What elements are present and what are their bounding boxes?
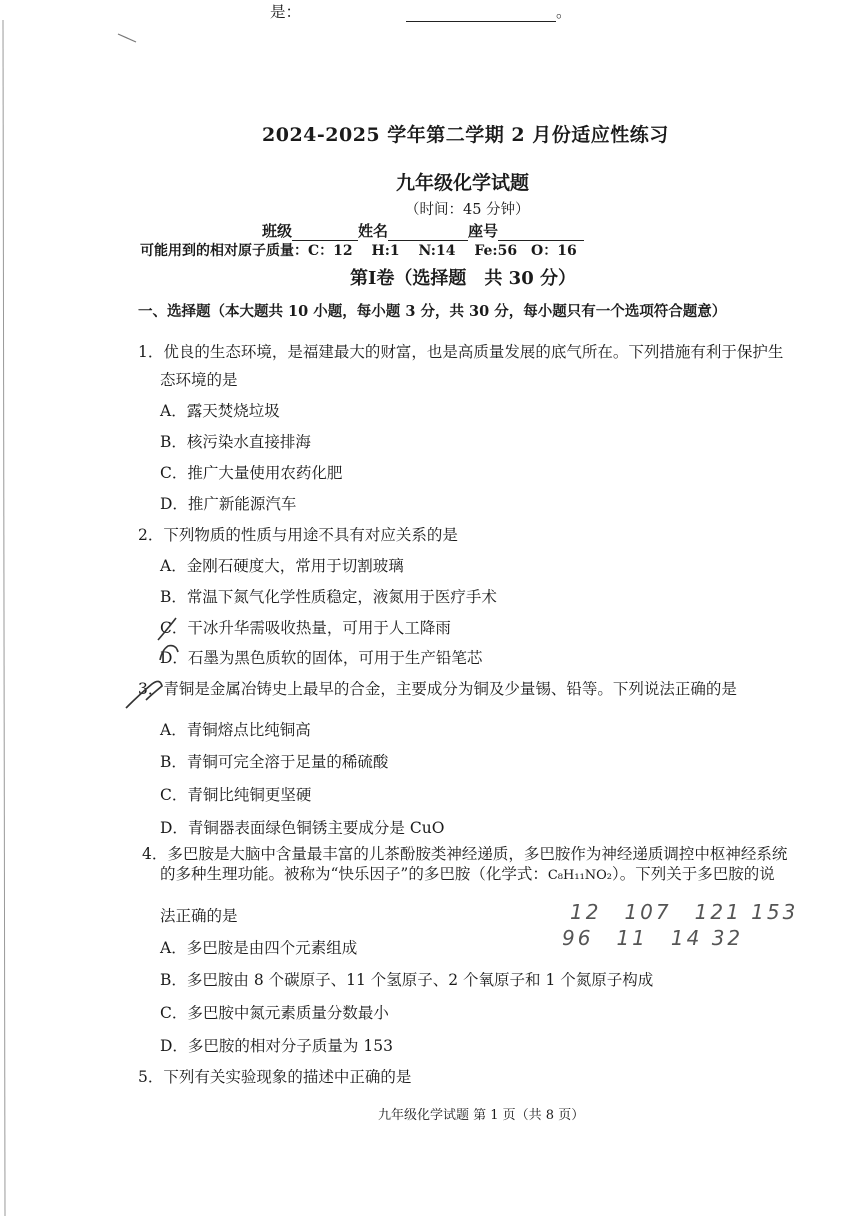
question-1-option-c: C．推广大量使用农药化肥 xyxy=(160,464,343,482)
question-2-option-b: B．常温下氮气化学性质稳定，液氮用于医疗手术 xyxy=(160,588,497,606)
question-2-option-a: A．金刚石硬度大，常用于切割玻璃 xyxy=(160,557,404,575)
question-3-option-a: A．青铜熔点比纯铜高 xyxy=(160,721,311,739)
question-4-stem: 4．多巴胺是大脑中含量最丰富的儿茶酚胺类神经递质，多巴胺作为神经递质调控中枢神经系统 xyxy=(142,845,788,863)
handwritten-note-line-2: 96 11 14 32 xyxy=(562,926,744,950)
question-1-option-a: A．露天焚烧垃圾 xyxy=(160,402,280,420)
seat-blank[interactable] xyxy=(498,224,584,241)
question-4-stem-cont xyxy=(160,864,775,886)
class-blank[interactable] xyxy=(292,224,358,241)
answer-blank xyxy=(406,5,556,22)
question-1-stem: 1．优良的生态环境，是福建最大的财富，也是高质量发展的底气所在。下列措施有利于保护生 xyxy=(138,343,784,361)
question-5-stem: 5．下列有关实验现象的描述中正确的是 xyxy=(138,1068,412,1086)
question-3-option-d: D．青铜器表面绿色铜锈主要成分是 CuO xyxy=(160,819,445,837)
name-blank[interactable] xyxy=(388,224,468,241)
dopamine-formula: C₈H₁₁NO₂ xyxy=(547,868,613,883)
top-fragment xyxy=(270,2,571,22)
question-4-stem-end: 法正确的是 xyxy=(160,907,238,925)
question-3-option-c: C．青铜比纯铜更坚硬 xyxy=(160,786,312,804)
exam-subtitle: 九年级化学试题 xyxy=(396,172,530,194)
question-1-stem-cont: 态环境的是 xyxy=(160,371,238,389)
question-2-stem: 2．下列物质的性质与用途不具有对应关系的是 xyxy=(138,526,458,544)
part-title: 第Ⅰ卷（选择题 共 30 分） xyxy=(350,268,577,289)
question-2-option-c: C．干冰升华需吸收热量，可用于人工降雨 xyxy=(160,619,451,637)
handwritten-note-line-1: 12 107 121 153 xyxy=(570,900,799,924)
question-4-stem-part-b: ）。下列关于多巴胺的说 xyxy=(612,865,775,883)
question-1-option-d: D．推广新能源汽车 xyxy=(160,495,297,513)
top-fragment-label: 是： xyxy=(270,3,302,21)
name-label: 姓名 xyxy=(358,222,389,240)
scan-edge-line xyxy=(3,20,5,1216)
exam-title: 2024-2025 学年第二学期 2 月份适应性练习 xyxy=(262,124,669,146)
exam-time: （时间：45 分钟） xyxy=(405,202,530,218)
question-2-option-d: D．石墨为黑色质软的固体，可用于生产铅笔芯 xyxy=(160,649,483,667)
question-4-stem-part-a: 的多种生理功能。被称为“快乐因子”的多巴胺（化学式： xyxy=(160,865,548,883)
section-title: 一、选择题（本大题共 10 小题，每小题 3 分，共 30 分，每小题只有一个选项符合题意） xyxy=(138,303,727,320)
student-fields xyxy=(262,220,584,241)
question-3-stem: 3．青铜是金属冶铸史上最早的合金，主要成分为铜及少量锡、铅等。下列说法正确的是 xyxy=(138,680,737,698)
question-4-option-b: B．多巴胺由 8 个碳原子、11 个氢原子、2 个氧原子和 1 个氮原子构成 xyxy=(160,971,654,989)
question-1-option-b: B．核污染水直接排海 xyxy=(160,433,311,451)
question-4-option-a: A．多巴胺是由四个元素组成 xyxy=(160,939,358,957)
question-4-option-c: C．多巴胺中氮元素质量分数最小 xyxy=(160,1004,389,1022)
top-fragment-end: 。 xyxy=(555,3,572,21)
seat-label: 座号 xyxy=(468,222,499,240)
question-4-option-d: D．多巴胺的相对分子质量为 153 xyxy=(160,1037,393,1055)
class-label: 班级 xyxy=(262,222,293,240)
atomic-masses: 可能用到的相对原子质量：C：12 H:1 N:14 Fe:56 O：16 xyxy=(140,243,577,259)
smudge-mark xyxy=(118,34,136,42)
question-3-option-b: B．青铜可完全溶于足量的稀硫酸 xyxy=(160,753,389,771)
page-footer: 九年级化学试题 第 1 页（共 8 页） xyxy=(378,1108,585,1123)
